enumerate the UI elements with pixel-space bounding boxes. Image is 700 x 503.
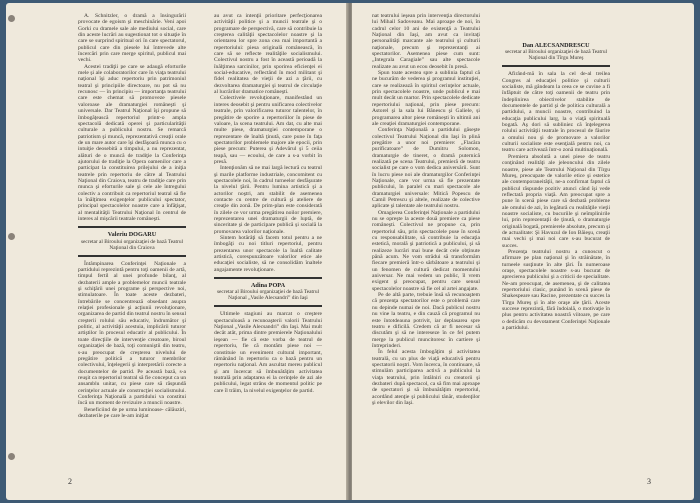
page-number: 3 (647, 477, 651, 486)
paragraph: Sintem hotărâţi să facem totul pentru a ne îmbogăţi cu noi titluri repertoriul, pentru prezentarea unor spectacole la înaltă calitate artistică, corespunzătoare valorilor etice ale educaţiei socialiste, să ne consolidăm înaltele angajamente revoluţionare. (214, 235, 322, 273)
left-column-2 (214, 13, 322, 394)
paragraph: Acestei tradiţii pe care se adaugă eforturile mele şi ale colaboratorilor care în viaţa teatrului naţional îşi aduc repertoriu prin patrimoniul teatral şi principiile directoare, nu pot să nu recunosc — în principiu — importanţa teatrului care este chemat să promoveze piesele valoroase ale dramaturgiei româneşti şi universale. Dar Teatrul Naţional îşi propune să îmbogăţească repertoriul printr-o ampla spectacolă dedicată operei şi particularităţii culturale a publicului nostru. Se remarcă patriotism şi muncă, reprezentativă creaţii orale de un mare autor care îşi desfăşoară munca cu o intuiţie deosebită a timpului, a nu reprezentat, alături de o muncă de tradiţie la Conferinţa ajutorului de tradiţie la Opera oamenilor care a participat la constituirea prilejului de a iniţia teatrele prin repertoriu de către al Teatrului Naţional din Craiova, teatru de tradiţie care prin munca şi eforturile sale şi cele ale întregului colectiv a contribuit ca repertoriul teatral să fie la înălţimea exigenţelor publicului spectator, principal spectacolelor noastre care a înfăţişat, al mentalităţii Teatrului Naţional în centrul de interes al mişcării teatrale româneşti. (78, 63, 186, 222)
paragraph: Beneficiind de pe urma luminoase- călăuziri, dezbaterile pe care le-am iniţiat (78, 406, 186, 419)
divider (502, 65, 610, 67)
paragraph: În felul acesta îmbogăţim şi activitatea teatrală, cu un plus de viaţă educativă pentru spectatorii noştri. Vom încerca, în continuare, să stimulăm participarea activă a publicului la viaţa teatrului, prin întâlniri cu creatorii şi dezbateri după spectacol, ca să fim mai aproape de spectatori şi să îmbunătăţim repertoriul, acordând atenţie şi publicului tânăr, studenţilor şi elevilor din Iaşi. (372, 349, 480, 406)
paragraph: Premiera absolută a unei piese de teatru conţinând realităţi ale jeleoncului din zilele noastre, piese ale Teatrului Naţional din Tîrgu Mureş, preocupate de valorile etice şi estetice ale contemporaneităţii, ne-a confirmat faptul că publicul răspunde pozitiv atunci când îşi vede reflectată propria viaţă. Am preocupat spre a pune în scenă piese care să dezbată probleme ale omului de azi, în legătură cu realităţile vieţii noastre socialiste, cu bucuriile şi neîmplinirile lui, prin reprezentaţii de ţinută, o dramaturgie originală bogată, premierele absolute, precum şi de actualitate: Şi Havuzul de Ion Băieşu, creaţii mai vechi şi mai noi care s-au bucurat de succes. (502, 153, 610, 249)
paragraph: au avut ca intenţii prioritare perfecţionarea activităţii politice şi a muncii teatrale şi o programare de perspectivă, care să contribuie la creşterea calităţii spectacolelor noastre şi la orientarea lor spre zona cea mai importantă a repertoriului: piesa originală românească, în care să se reflecte realităţile socialismului. Colectivul nostru a fost în această perioadă la înălţimea sarcinilor, prin sporirea eficienţei ei social-educative, reflectând în mod militant şi fidel realitatea de vieţii de azi a ţării, cu dezvoltarea dramaturgiei şi teatrul de circulaţie al lucrărilor dramatice româneşti. (214, 13, 322, 96)
binding-hole-icon (8, 15, 15, 22)
author-signature (78, 232, 186, 250)
right-page (352, 3, 694, 500)
author-name: Valeriu DOGARU (107, 231, 157, 239)
right-column-2 (502, 13, 610, 331)
binding-hole-icon (8, 233, 15, 240)
paragraph: Spun toate acestea spre a sublinia faptul că ne bucurăm de vederea şi programul instituţiei, care se realizează în spiritul cerinţelor actuale, prin spectacolele noastre, unde publicul e mai mult decât un martor. Prin spectacolele dedicate repertoriului naţional, prin piese precum: Astorel şi la sala lui Bănescu şi Galiele, și programarea altor piese românești în ultimii ani ale creaţiei dramaturgiei contemporane. (372, 70, 480, 127)
paragraph: Omagierea Conferinţei Naţionale a partidului nu se opreşte la aceste două premiere ca piese româneşti. Colectivul ne propune ca, prin repertoriul său, prin spectacolele puse în scenă cu responsabilitate, să contribuie la educaţia estetică, morală şi patriotică a publicului, şi să realizeze lucrări mai bune decât cele obţinute până acum. Ne vom strădui să transformăm fiecare premieră într-o sărbătoare a teatrului şi un fenomen de cultură dedicat momentului aniversar. Ne mai vedem un public, îl vrem exigent şi preocupat, pentru care sensul spectacolelor noastre să fie cel al artei angajate. (372, 209, 480, 292)
author-role: secretar al Biroului organizaţiei de bază Teatrul Naţional din Craiova (80, 238, 184, 251)
paragraph: Întâmpinarea Conferinţei Naţionale a partidului reprezintă pentru toţi oamenii de artă, timpul fertil al unei profunde bilanţ, al dezbaterii ample a problemelor muncii teatrale şi schiţării unei programe şi perspective noi, stimulatoare. În toate aceste dezbateri, întrebările se concentrează obsedant asupra relaţiei profesionale şi acţiunii revoluţionare, organizarea de partid din teatrul nostru în sensul creşterii rolului său educativ, îndrumător şi politic, al activităţii acestuia, implicării tuturor artiştilor în procesul educativ al publicului. În toate direcţiile de intervenţie creatoare, biroul organizaţiei de bază, toţi comuniştii din teatru, s-au preocupat de creşterea nivelului de pregătire politică a tuturor membrilor colectivului, înţelegerii şi interpretării corecte a documentelor de partid. Pe această bază, s-a reuşit ca repertoriul teatral să fie conceput ca un ansamblu unitar, cu piese care să răspundă cerinţelor actuale ale construcţiei socialismului. Conferinţa Naţională a partidului va constitui încă un moment de revizuire a muncii noastre. (78, 260, 186, 407)
paragraph: Conferinţa Naţională a partidului găseşte colectivul Teatrului Naţional din Iaşi în plină pregătire a unor noi premiere: „Flacăra purificatoare” de Dumitru Solomon, dramaturgie de tineret, o dramă puternică realizată pe scena Teatrului, premieră de teatru socialist pe care o vom dedica aniversării. Sunt în lucru piese noi ale dramaturgilor Conferinţei Naţionale, care vor urma să fie prezentate publicului, în paralel cu mari spectacole ale dramaturgiei universale: Mitică Popescu de Camil Petrescu şi altele, realizate de colective aplicate şi talentate ale teatrului nostru. (372, 127, 480, 210)
paragraph: Ultimele stagiuni au marcat o creştere spectaculoasă a recunoaşterii valorii Teatrului Naţional „Vasile Alecsandri” din Iaşi. Mai mult decât atât, prima dintre premierele Naţionalului ieşean — fie că este vorba de teatrul de repertoriu, fie că montăm piese noi — constituie un eveniment cultural important, rămânând în repertoriu ca o bază pentru un repertoriu naţional. Am ascultat mereu publicul şi am încercat să îmbunătăţim activitatea teatrală prin adaptarea ei la cerinţele de azi ale publicului, legat strâns de momentul politic pe care îl trăim, la nivelul exigenţelor de partid. (214, 311, 322, 394)
author-role: secretar al Biroului organizaţiei de bază Teatrul Naţional „Vasile Alecsandri” din Iaşi (216, 289, 320, 302)
divider (78, 255, 186, 257)
left-column-1 (78, 13, 186, 419)
right-column-1 (372, 13, 480, 406)
paragraph: Afirând-mă în sala la cel de-al treilea Congres al educaţiei politice şi culturii socialiste, mă gândeam la ceea ce se cuvine a fi înfăptuit de către toţi oamenii de teatru prin îndeplinirea obiectivelor stabilite de documentele de partid şi de politica culturală a partidului, a muncii noastre, contribuind la educaţia publicului larg, la o viaţă spirituală bogată. Aş dori să subliniez că înţelegerea rolului activităţii teatrale în procesul de făurire a omului nou şi de promovare a valorilor culturii socialiste este esenţială pentru noi, ca teatru care activează într-o zonă multinaţională. (502, 71, 610, 154)
paragraph: Colectivele revoluţionare, manifestând un interes deosebit şi pentru unificarea colectivelor teatrale, prin valorificarea tuturor talentelor, în pregătire de sporire a repertoriilor în piese de valoare, la scena teatrului. Am dat, cu alte mai multe piese, dramaturgiei contemporane o reprezentare de înaltă ţinută, care pune în faţa spectatorilor problemele majore ale epocii, prin piese precum: Puterea şi Adevărul şi 5 ceiia teapă, sau — ecoului, de care a s-a vorbit în presă. (214, 95, 322, 165)
binding-hole-icon (8, 453, 15, 460)
divider (78, 226, 186, 228)
paragraph: Pe de altă parte, trebuie însă să recunoaştem că prezenţa spectatorilor este o problemă care nu depinde numai de noi. Dacă publicul nostru nu vine la teatru, e din cauză că programul nu este întotdeauna potrivit, iar deplasarea spre teatru e dificilă. Credem că ar fi necesar să discutăm şi să ne intereseze în ce fel putem merge la publicul muncitoresc în cartiere şi întreprinderi. (372, 292, 480, 349)
author-role: secretar al Biroului organizaţiei de bază Teatrul Naţional din Tîrgu Mureş (504, 49, 608, 62)
paragraph: Intenţionăm să ne mai largă lectură cu teatrul şi marile platforme industriale, concomitent cu spectacolele noi, în cadrul turneelor desfăşurate la nivelul ţării. Pentru lumina artistică şi a actorilor noştri, am stabilit de asemenea contacte cu centre de cultură şi ateliere de creaţie din zonă. De prim-plan este considerată în zilele ce vor urma pregătirea noilor premiere, reprezentarea unei dramaturgii de luptă, de sinceritate şi de participare publică şi socială la promovarea valorilor naţionale. (214, 165, 322, 235)
paragraph: Prezenţa teatrului nostru a cunoscut o afirmare pe plan naţional şi în străinătate, în turneele susţinute în alte ţări. În numeroase oraşe, spectacolele noastre s-au bucurat de aprecierea publicului şi a criticii de specialitate. Ne-am preocupat, de asemenea, şi de calitatea repertoriului clasic, punând în scenă piese de Shakespeare sau Racine, prezentate cu succes la Tîrgu Mureş şi în alte oraşe ale ţării. Aceste succese reprezintă, fără îndoială, o motivaţie în plus pentru activitatea noastră viitoare, pe care o dedicăm cu devotament Conferinţei Naţionale a partidului. (502, 248, 610, 332)
open-book-spread (6, 3, 694, 500)
divider (214, 277, 322, 279)
author-name: Adina POPA (250, 282, 286, 290)
divider (214, 305, 322, 307)
left-page (6, 3, 348, 500)
paragraph: A. Schnitzler, o dramă a însingurării provocate de egoism şi meschinărie. Veni apoi Gorki cu dramele sale ale mediului social, care din aceste lucrări au sugestionat tot o situaţie în care se surprind spiritual ori în care spectatorul, publicul care din piesele lui întrevede alte încercări prin care merge spiritul, publicul mai vechi. (78, 13, 186, 64)
author-signature (214, 283, 322, 301)
author-name: Dan ALECSANDRESCU (522, 42, 590, 49)
page-number: 2 (68, 477, 72, 486)
paragraph: nat teatrului ieşean prin intervenţia directorului lui Mihail Sadoveanu. Mai aproape de noi, în cadrul celor 10 ani de existenţă a Teatrului Naţional din Iaşi, am avut ca invitaţi personalităţi marcante ale teatrului şi culturii naţionale, precum şi reprezentanţi ai spectatorilor. Asemenea piese cum sunt: „Integrala Caragiale” sau alte spectacole realizate au avut un ecou deosebit în presă. (372, 13, 480, 70)
author-signature (502, 43, 610, 61)
